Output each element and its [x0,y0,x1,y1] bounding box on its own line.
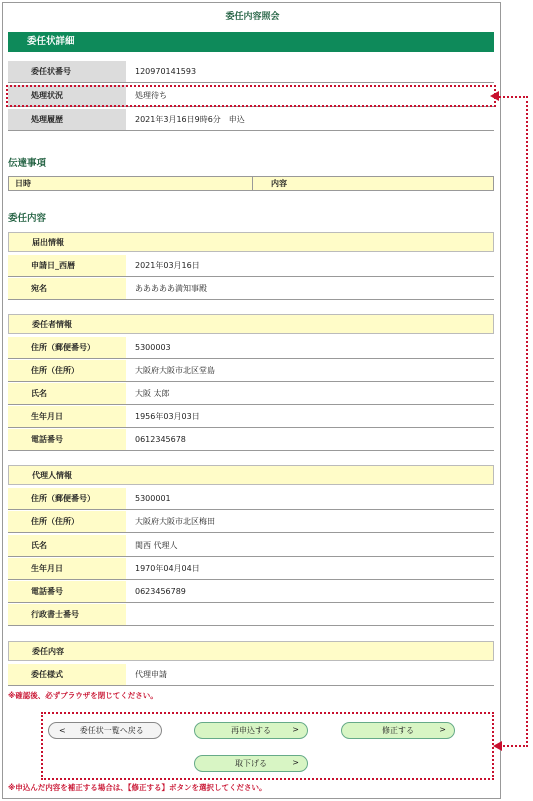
row-label: 委任様式 [8,664,126,685]
row-value: 2021年03月16日 [135,261,200,270]
row-value: 2021年3月16日9時6分 申込 [135,115,245,124]
row-value: 1970年04月04日 [135,564,200,573]
withdraw-button[interactable] [194,755,308,772]
close-browser-note: ※確認後、必ずブラウザを閉じてください。 [8,691,158,700]
row-value: 0612345678 [135,435,186,444]
row-delegator-phone [8,429,494,451]
correction-note: ※申込んだ内容を補正する場合は、【修正する】ボタンを選択してください。 [8,783,267,792]
row-label: 処理履歴 [8,109,126,130]
col-divider [252,177,253,190]
messages-heading: 伝達事項 [8,158,47,169]
row-label: 氏名 [8,535,126,556]
row-agent-license [8,604,494,626]
row-agent-address [8,511,494,533]
filing-section-title: 届出情報 [8,232,494,252]
row-value: 5300003 [135,343,171,352]
row-delegator-postal [8,337,494,359]
chevron-right-icon: > [439,725,446,734]
row-value: 関西 代理人 [135,541,178,550]
row-label: 住所（郵便番号） [8,337,126,358]
row-addressee [8,278,494,300]
row-agent-name [8,535,494,557]
row-label: 申請日_西暦 [8,255,126,276]
col-datetime: 日時 [15,179,31,188]
col-content: 内容 [271,179,287,188]
delegation-section-title: 委任内容 [8,641,494,661]
row-delegation-number [8,61,494,83]
messages-table-header [8,176,494,191]
row-delegator-name [8,383,494,405]
row-label: 住所（住所） [8,360,126,381]
row-value: 代理申請 [135,670,167,679]
chevron-left-icon: < [59,726,66,735]
row-label: 電話番号 [8,581,126,602]
row-label: 住所（郵便番号） [8,488,126,509]
agent-section-title: 代理人情報 [8,465,494,485]
row-label: 電話番号 [8,429,126,450]
chevron-right-icon: > [292,758,299,767]
modify-button[interactable] [341,722,455,739]
delegator-section-title: 委任者情報 [8,314,494,334]
status-highlight-box [6,85,496,107]
connector-vertical-line [526,96,528,747]
row-label: 生年月日 [8,558,126,579]
row-value: 大阪 太郎 [135,389,170,398]
row-label: 行政書士番号 [8,604,126,625]
back-to-list-button[interactable] [48,722,162,739]
reapply-button[interactable] [194,722,308,739]
row-agent-phone [8,581,494,603]
arrow-left-icon [493,740,503,752]
chevron-right-icon: > [292,725,299,734]
row-label: 処理状況 [8,85,126,106]
connector-bottom-line [500,745,528,747]
connector-top-line [496,96,528,98]
detail-header: 委任状詳細 [8,32,494,52]
row-delegator-address [8,360,494,382]
row-label: 氏名 [8,383,126,404]
reapply-button-label: 再申込する [231,726,271,735]
back-button-label: 委任状一覧へ戻る [79,726,144,735]
page-title: 委任内容照会 [225,12,280,22]
row-value: 大阪府大阪市北区梅田 [135,517,215,526]
modify-button-label: 修正する [382,726,414,735]
row-delegator-birthdate [8,406,494,428]
contents-heading: 委任内容 [8,213,47,224]
withdraw-button-label: 取下げる [235,759,267,768]
row-value: 大阪府大阪市北区堂島 [135,366,215,375]
row-agent-birthdate [8,558,494,580]
row-label: 委任状番号 [8,61,126,82]
row-value: あああああ満知事殿 [135,284,207,293]
row-value: 120970141593 [135,67,197,76]
row-label: 宛名 [8,278,126,299]
row-value: 1956年03月03日 [135,412,200,421]
row-value: 処理待ち [135,91,167,100]
row-label: 生年月日 [8,406,126,427]
row-processing-history [8,109,494,131]
arrow-left-icon [490,90,500,102]
row-value: 5300001 [135,494,171,503]
row-value: 0623456789 [135,587,186,596]
row-label: 住所（住所） [8,511,126,532]
row-delegation-form [8,664,494,686]
row-application-date [8,255,494,277]
row-agent-postal [8,488,494,510]
